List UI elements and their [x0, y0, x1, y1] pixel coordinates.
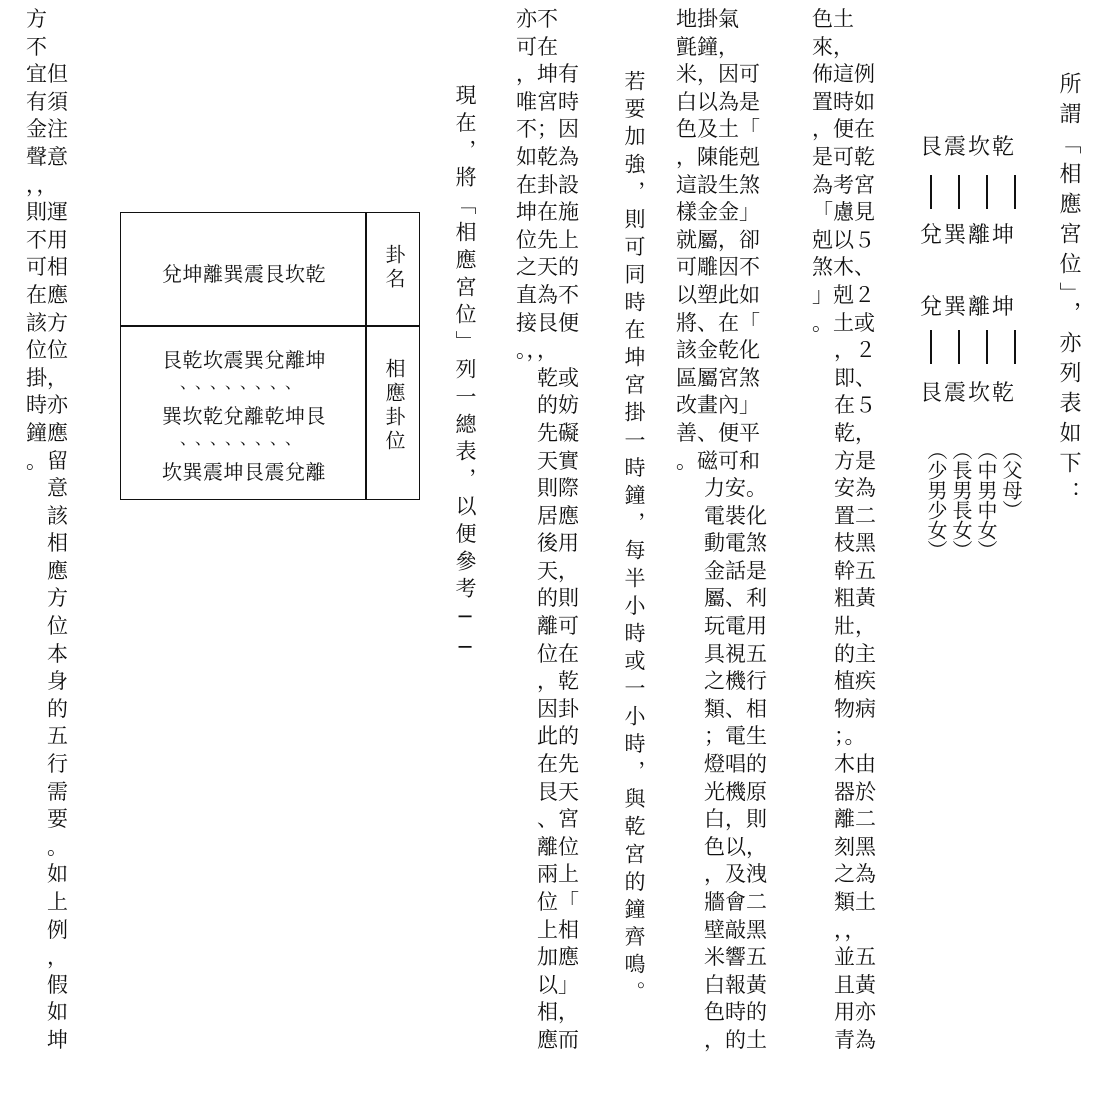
- tb4-line: 位位: [26, 338, 68, 363]
- tb2-line: 氈鐘，: [676, 34, 739, 59]
- tb4-line: 身: [26, 669, 68, 694]
- tb1-line: 安為: [834, 476, 876, 501]
- tb1-line: 幹五: [834, 558, 876, 583]
- tb3-line: 應而: [516, 1027, 579, 1052]
- tb2-line: 玩電用: [704, 614, 767, 639]
- tb1-line: 方是: [834, 448, 876, 473]
- tb4-line: ，: [26, 945, 68, 970]
- tb3-line: 後用: [516, 531, 579, 556]
- tb3-line: 位在: [516, 641, 579, 666]
- tb4-line: 。留: [26, 448, 68, 473]
- pair-row-3: 兌巽離坤: [920, 295, 1017, 320]
- tb3-line: 相，: [516, 1000, 579, 1025]
- tb4-line: 可相: [26, 255, 68, 280]
- table-corr-row-c: 坎巽震坤艮震兌離: [162, 460, 326, 484]
- tb2-line: 金話是: [704, 558, 767, 583]
- table-corr-row-a: 艮乾坎震巽兌離坤: [162, 348, 326, 372]
- tb3-line: 唯宮時: [516, 89, 579, 114]
- text-block-3: [516, 6, 616, 1055]
- tb1-line: 植疾: [834, 669, 876, 694]
- tb3-line: 先礙: [516, 420, 579, 445]
- tb1-line: 青為: [834, 1027, 876, 1052]
- text-block-4: [26, 6, 106, 1055]
- tb1-line: 置時如: [812, 89, 875, 114]
- tb1-line: 粗黃: [834, 586, 876, 611]
- tb3-line: 。，，: [516, 338, 558, 363]
- tb4-line: 有須: [26, 89, 68, 114]
- role-father-mother: ︵父母︶: [999, 440, 1023, 520]
- tb4-line: 五: [26, 724, 68, 749]
- tb4-line: 如: [26, 862, 68, 887]
- tb2-line: 力安。: [704, 476, 767, 501]
- tb4-line: 如: [26, 1000, 68, 1025]
- tb2-line: 。磁可和: [676, 448, 760, 473]
- tb1-line: 的主: [834, 641, 876, 666]
- tb3-line: 、宮: [516, 807, 579, 832]
- tb2-line: ，及洩: [704, 862, 767, 887]
- tb3-line: 不；因: [516, 117, 579, 142]
- tb4-line: 行: [26, 752, 68, 777]
- tb2-line: 類、相: [704, 696, 767, 721]
- tb3-line: 天實: [516, 448, 579, 473]
- tb2-line: 樣金金」: [676, 200, 760, 225]
- tb4-line: ，，: [26, 172, 58, 197]
- tb1-line: 木由: [834, 752, 876, 777]
- tb1-line: ，２: [834, 338, 876, 363]
- tb2-line: 電裝化: [704, 503, 767, 528]
- tb3-line: 在卦設: [516, 172, 579, 197]
- tb1-line: 。土或: [812, 310, 875, 335]
- table-commas-1: 、、、、、、、、: [179, 373, 308, 392]
- tb4-line: 要: [26, 807, 68, 832]
- table-commas-2: 、、、、、、、、: [179, 429, 308, 448]
- role-middle: ︵中男中女︶: [974, 440, 998, 560]
- tb2-line: 白以為是: [676, 89, 760, 114]
- table-header-name: 卦名: [382, 244, 406, 292]
- tb2-line: 白報黃: [704, 972, 767, 997]
- tb4-line: 方: [26, 586, 68, 611]
- tb2-line: 改畫內」: [676, 393, 760, 418]
- tb4-line: 意: [26, 476, 68, 501]
- tb4-line: 則運: [26, 200, 68, 225]
- tb2-line: 可雕因不: [676, 255, 760, 280]
- tb4-line: 在應: [26, 282, 68, 307]
- tb3-line: 的妨: [516, 393, 579, 418]
- tb2-line: 光機原: [704, 779, 767, 804]
- tb4-line: 宜但: [26, 62, 68, 87]
- tb3-line: 加應: [516, 945, 579, 970]
- table-col-divider: [365, 212, 367, 500]
- table-header-corr: 相應卦位: [382, 358, 406, 454]
- tb1-line: 色土: [812, 7, 854, 31]
- pair-dashes-2: [920, 330, 1028, 370]
- intro-column: 所謂「相應宮位」，亦列表如下：: [1056, 72, 1081, 511]
- tb3-line: 以」: [516, 972, 579, 997]
- tb4-line: 需: [26, 779, 68, 804]
- tb1-line: 來，: [812, 34, 854, 59]
- tb3-line: 坤在施: [516, 200, 579, 225]
- tb3-line: 可在: [516, 34, 558, 59]
- tb1-line: 之為: [834, 862, 876, 887]
- tb2-line: 色以，: [704, 834, 767, 859]
- table-intro-column: 現在，將「相應宮位」列一總表，以便參考──: [453, 84, 477, 666]
- tb1-line: ，，: [834, 917, 866, 942]
- tb1-line: 佈這例: [812, 62, 875, 87]
- tb1-line: 物病: [834, 696, 876, 721]
- tb1-line: 「慮見: [812, 200, 875, 225]
- tb1-line: 剋以５: [812, 227, 875, 252]
- tb1-line: 乾，: [834, 420, 876, 445]
- tb3-line: 離位: [516, 834, 579, 859]
- role-youngest: ︵少男少女︶: [924, 440, 948, 560]
- tb2-line: 以塑此如: [676, 282, 760, 307]
- tb1-line: 壯，: [834, 614, 876, 639]
- tb4-line: 聲意: [26, 144, 68, 169]
- advice-column: 若要加強，則可同時在坤宮掛一時鐘，每半小時或一小時，與乾宮的鐘齊鳴。: [622, 70, 646, 1009]
- tb4-line: 該: [26, 503, 68, 528]
- tb1-line: 類土: [834, 890, 876, 914]
- tb1-line: 用亦: [834, 1000, 876, 1025]
- text-block-2: [676, 6, 796, 1055]
- tb4-line: 時亦: [26, 393, 68, 418]
- tb2-line: 之機行: [704, 669, 767, 694]
- tb4-line: 不用: [26, 227, 68, 252]
- tb2-line: 該金乾化: [676, 338, 760, 363]
- tb3-line: 位先上: [516, 227, 579, 252]
- tb4-line: 應: [26, 558, 68, 583]
- tb2-line: ；電生: [704, 724, 767, 749]
- tb3-line: 因卦: [516, 696, 579, 721]
- tb3-line: 之天的: [516, 255, 579, 280]
- tb1-line: 置二: [834, 503, 876, 528]
- tb4-line: 不: [26, 34, 47, 59]
- tb3-line: 天，: [516, 558, 579, 583]
- tb3-line: ，坤有: [516, 62, 579, 87]
- pair-row-1: 艮震坎乾: [920, 135, 1017, 160]
- tb2-line: 將、在「: [676, 310, 760, 335]
- tb1-line: 在５: [834, 393, 876, 418]
- tb4-line: 相: [26, 531, 68, 556]
- tb1-line: 即、: [834, 365, 876, 390]
- tb3-line: 如乾為: [516, 144, 579, 169]
- tb1-line: ；。: [834, 724, 866, 749]
- pair-row-4: 艮震坎乾: [920, 381, 1017, 406]
- tb2-line: 米響五: [704, 945, 767, 970]
- tb4-line: 方: [26, 7, 47, 31]
- tb3-line: 乾或: [516, 365, 579, 390]
- tb4-line: 金注: [26, 117, 68, 142]
- tb1-line: 並五: [834, 945, 876, 970]
- tb3-line: 直為不: [516, 282, 579, 307]
- tb4-line: 。: [26, 834, 68, 859]
- tb4-line: 位: [26, 614, 68, 639]
- tb3-line: 離可: [516, 614, 579, 639]
- tb3-line: 兩上: [516, 862, 579, 887]
- text-block-1: [812, 6, 892, 1055]
- tb4-line: 鐘應: [26, 420, 68, 445]
- tb3-line: 的則: [516, 586, 579, 611]
- tb4-line: 假: [26, 972, 68, 997]
- tb2-line: 地掛氣: [676, 7, 739, 31]
- tb2-line: 具視五: [704, 641, 767, 666]
- tb1-line: 且黃: [834, 972, 876, 997]
- tb1-line: 枝黑: [834, 531, 876, 556]
- tb3-line: 接艮便: [516, 310, 579, 335]
- tb3-line: 則際: [516, 476, 579, 501]
- tb4-line: 坤: [26, 1027, 68, 1052]
- tb2-line: ，的土: [704, 1027, 767, 1052]
- tb4-line: 該方: [26, 310, 68, 335]
- tb1-line: 煞木、: [812, 255, 875, 280]
- tb1-line: ，便在: [812, 117, 875, 142]
- tb4-line: 例: [26, 917, 68, 942]
- tb4-line: 的: [26, 696, 68, 721]
- tb2-line: 動電煞: [704, 531, 767, 556]
- tb4-line: 掛，: [26, 365, 68, 390]
- tb3-line: 位「: [516, 890, 579, 914]
- tb2-line: 白，則: [704, 807, 767, 832]
- tb3-line: 上相: [516, 917, 579, 942]
- tb2-line: 牆會二: [704, 890, 767, 914]
- table-trigram-row: 兌坤離巽震艮坎乾: [162, 262, 326, 286]
- tb1-line: 是可乾: [812, 144, 875, 169]
- tb2-line: 色時的: [704, 1000, 767, 1025]
- tb3-line: 艮天: [516, 779, 579, 804]
- tb2-line: 米，因可: [676, 62, 760, 87]
- pair-row-2: 兌巽離坤: [920, 223, 1017, 248]
- tb4-line: 本: [26, 641, 68, 666]
- role-eldest: ︵長男長女︶: [949, 440, 973, 560]
- tb3-line: 居應: [516, 503, 579, 528]
- tb1-line: 」剋２: [812, 282, 875, 307]
- tb2-line: 屬、利: [704, 586, 767, 611]
- table-row-divider: [120, 325, 420, 327]
- tb2-line: 壁敲黑: [704, 917, 767, 942]
- tb2-line: 就屬，卻: [676, 227, 760, 252]
- tb2-line: 這設生煞: [676, 172, 760, 197]
- tb1-line: 離二: [834, 807, 876, 832]
- tb2-line: 區屬宮煞: [676, 365, 760, 390]
- tb1-line: 刻黑: [834, 834, 876, 859]
- tb3-line: 在先: [516, 752, 579, 777]
- tb3-line: 此的: [516, 724, 579, 749]
- table-corr-row-b: 巽坎乾兌離乾坤艮: [162, 404, 326, 428]
- tb2-line: 善、便平: [676, 420, 760, 445]
- tb1-line: 器於: [834, 779, 876, 804]
- tb3-line: ，乾: [516, 669, 579, 694]
- tb2-line: ，陳能剋: [676, 144, 760, 169]
- tb4-line: 上: [26, 890, 68, 914]
- tb3-line: 亦不: [516, 7, 558, 31]
- tb2-line: 色及土「: [676, 117, 760, 142]
- pair-dashes-1: [920, 175, 1028, 215]
- tb2-line: 燈唱的: [704, 752, 767, 777]
- tb1-line: 為考宮: [812, 172, 875, 197]
